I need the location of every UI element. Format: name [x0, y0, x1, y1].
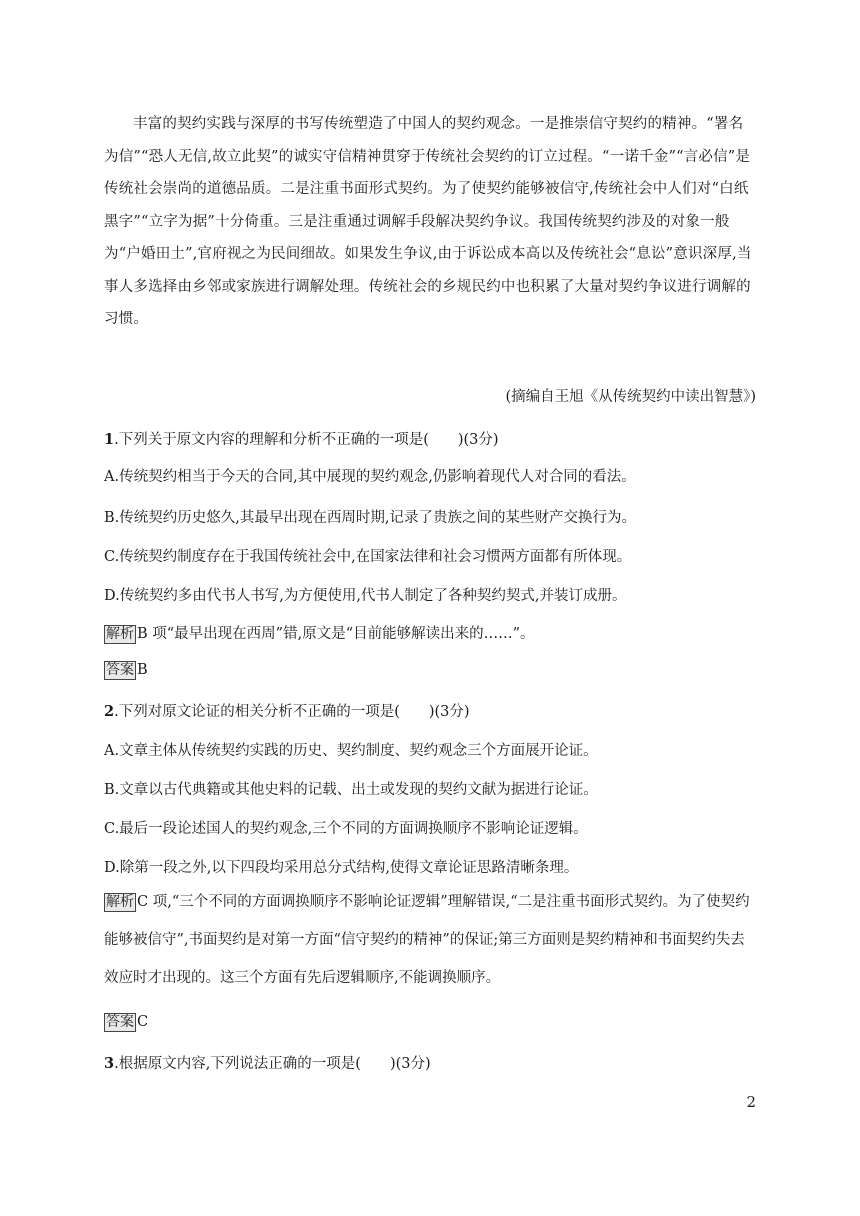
- question-2-option-d: D.除第一段之外,以下四段均采用总分式结构,使得文章论证思路清晰条理。: [104, 860, 579, 876]
- question-1-option-b: B.传统契约历史悠久,其最早出现在西周时期,记录了贵族之间的某些财产交换行为。: [104, 510, 636, 526]
- analysis-label: 解析: [106, 626, 134, 642]
- question-text: .根据原文内容,下列说法正确的一项是( )(3分): [114, 1056, 431, 1072]
- answer-label: 答案: [106, 662, 134, 678]
- answer-value: C: [137, 1014, 149, 1030]
- answer-value: B: [137, 662, 148, 678]
- question-number: 1: [104, 431, 115, 448]
- page-number: 2: [746, 1093, 756, 1111]
- question-number: 2: [104, 703, 115, 720]
- answer-label: 答案: [106, 1014, 134, 1030]
- question-2-stem: [104, 700, 756, 721]
- question-2-option-a: A.文章主体从传统契约实践的历史、契约制度、契约观念三个方面展开论证。: [104, 743, 598, 759]
- analysis-label: 解析: [106, 894, 134, 910]
- question-1-option-a: A.传统契约相当于今天的合同,其中展现的契约观念,仍影响着现代人对合同的看法。: [104, 469, 636, 485]
- question-2-answer: [104, 1013, 756, 1032]
- question-2-option-b: B.文章以古代典籍或其他史料的记载、出土或发现的契约文献为据进行论证。: [104, 782, 598, 798]
- question-1-option-c: C.传统契约制度存在于我国传统社会中,在国家法律和社会习惯两方面都有所体现。: [104, 549, 632, 565]
- question-3-stem: [104, 1052, 756, 1073]
- question-number: 3: [104, 1055, 115, 1072]
- analysis-text: C 项,“三个不同的方面调换顺序不影响论证逻辑”理解错误,“二是注重书面形式契约。为了使契约能够被信守”,书面契约是对第一方面“信守契约的精神”的保证;第三方面则是契约精神和书面契约失去效应时才出现的。这三个方面有先后逻辑顺序,不能调换顺序。: [104, 894, 750, 986]
- analysis-text: B 项“最早出现在西周”错,原文是“目前能够解读出来的……”。: [137, 626, 535, 642]
- passage-paragraph: 丰富的契约实践与深厚的书写传统塑造了中国人的契约观念。一是推崇信守契约的精神。“署名为信”“恐人无信,故立此契”的诚实守信精神贯穿于传统社会契约的订立过程。“一诺千金”“言必信”是传统社会崇尚的道德品质。二是注重书面形式契约。为了使契约能够被信守,传统社会中人们对“白纸黑字”“立字为据”十分倚重。三是注重通过调解手段解决契约争议。我国传统契约涉及的对象一般为“户婚田土”,官府视之为民间细故。如果发生争议,由于诉讼成本高以及传统社会“息讼”意识深厚,当事人多选择由乡邻或家族进行调解处理。传统社会的乡规民约中也积累了大量对契约争议进行调解的习惯。: [104, 116, 752, 327]
- question-2-option-c: C.最后一段论述国人的契约观念,三个不同的方面调换顺序不影响论证逻辑。: [104, 821, 588, 837]
- passage-source: (摘编自王旭《从传统契约中读出智慧》): [505, 389, 756, 405]
- question-text: .下列关于原文内容的理解和分析不正确的一项是( )(3分): [114, 432, 499, 448]
- question-1-answer: [104, 661, 756, 680]
- question-text: .下列对原文论证的相关分析不正确的一项是( )(3分): [114, 704, 470, 720]
- question-2-analysis: [104, 883, 756, 997]
- question-1-analysis: [104, 622, 756, 644]
- question-1-stem: [104, 428, 756, 449]
- question-1-option-d: D.传统契约多由代书人书写,为方便使用,代书人制定了各种契约契式,并装订成册。: [104, 588, 627, 604]
